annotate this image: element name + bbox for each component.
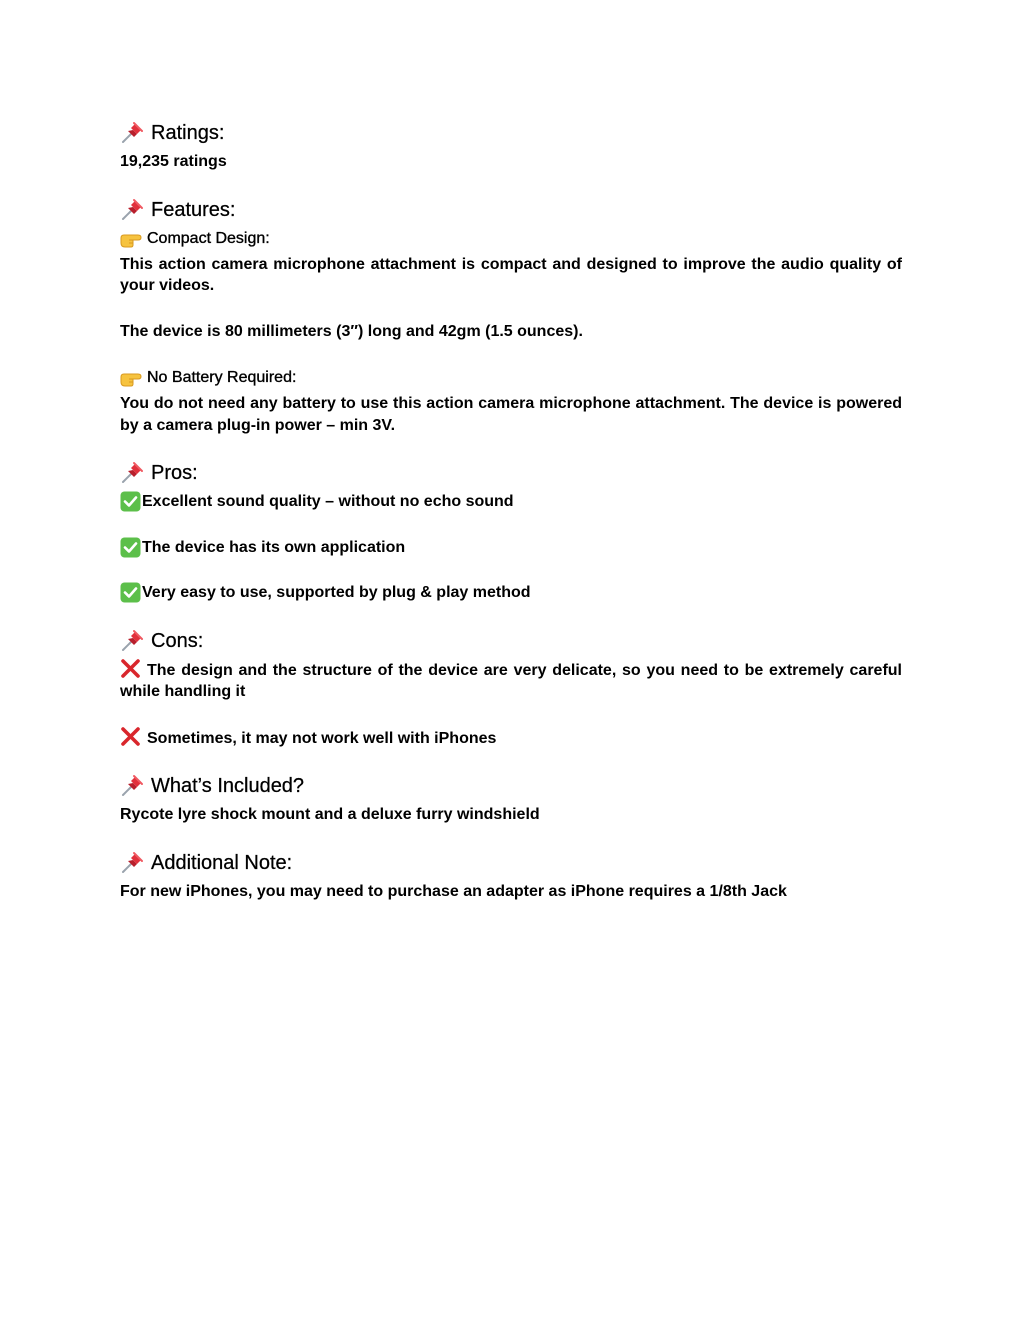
- pro-item: [120, 491, 902, 513]
- check-mark-icon: [120, 537, 141, 558]
- pushpin-icon: [120, 774, 144, 798]
- no-battery-label: No Battery Required:: [147, 369, 297, 386]
- features-heading: [120, 195, 902, 225]
- compact-design-text: This action camera microphone attachment is compact and designed to improve the audio quality of your videos.: [120, 255, 902, 294]
- ratings-heading: [120, 118, 902, 148]
- pro-item: [120, 537, 902, 559]
- con-item: [120, 727, 902, 750]
- included-text: Rycote lyre shock mount and a deluxe furry windshield: [120, 806, 540, 823]
- included-title: What’s Included?: [151, 775, 305, 797]
- cons-heading: [120, 626, 902, 656]
- pushpin-icon: [120, 121, 144, 145]
- no-battery-text: You do not need any battery to use this action camera microphone attachment. The device is powered by a camera plug-in power – min 3V.: [120, 395, 902, 434]
- features-section: [120, 195, 902, 437]
- pro-item: [120, 582, 902, 604]
- pro-text: Very easy to use, supported by plug & play method: [142, 584, 531, 601]
- pushpin-icon: [120, 851, 144, 875]
- pros-section: [120, 458, 902, 604]
- pushpin-icon: [120, 629, 144, 653]
- check-mark-icon: [120, 491, 141, 512]
- note-section: [120, 848, 902, 903]
- cons-title: Cons:: [151, 629, 204, 652]
- pushpin-icon: [120, 198, 144, 222]
- pros-heading: [120, 458, 902, 488]
- device-size-text: The device is 80 millimeters (3″) long and 42gm (1.5 ounces).: [120, 322, 583, 340]
- pros-title: Pros:: [151, 462, 198, 484]
- note-heading: [120, 848, 902, 878]
- note-text: For new iPhones, you may need to purchase an adapter as iPhone requires a 1/8th Jack: [120, 882, 787, 900]
- paragraph-gap: [120, 513, 902, 537]
- note-title: Additional Note:: [151, 851, 293, 874]
- ratings-count: 19,235 ratings: [120, 153, 227, 170]
- pointing-hand-icon: [120, 368, 142, 388]
- cons-section: [120, 626, 902, 750]
- cross-mark-icon: [120, 727, 141, 746]
- con-text: The design and the structure of the device are very delicate, so you need to be extremely careful while handling it: [120, 661, 902, 700]
- paragraph-gap: [120, 342, 902, 366]
- ratings-title: Ratings:: [151, 122, 225, 144]
- compact-design-label: Compact Design:: [147, 229, 270, 247]
- con-text: Sometimes, it may not work well with iPhones: [147, 729, 497, 747]
- pro-text: The device has its own application: [142, 538, 406, 556]
- con-item: [120, 659, 902, 703]
- paragraph-gap: [120, 558, 902, 582]
- included-section: [120, 771, 902, 826]
- paragraph-gap: [120, 703, 902, 727]
- pro-text: Excellent sound quality – without no echo sound: [142, 493, 514, 510]
- pointing-hand-icon: [120, 229, 142, 249]
- ratings-section: [120, 118, 902, 173]
- no-battery-subheading: [120, 366, 902, 390]
- document-page: [120, 118, 902, 902]
- compact-design-subheading: [120, 227, 902, 251]
- paragraph-gap: [120, 297, 902, 321]
- cross-mark-icon: [120, 659, 141, 678]
- check-mark-icon: [120, 582, 141, 603]
- included-heading: [120, 771, 902, 801]
- pushpin-icon: [120, 461, 144, 485]
- features-title: Features:: [151, 198, 236, 221]
